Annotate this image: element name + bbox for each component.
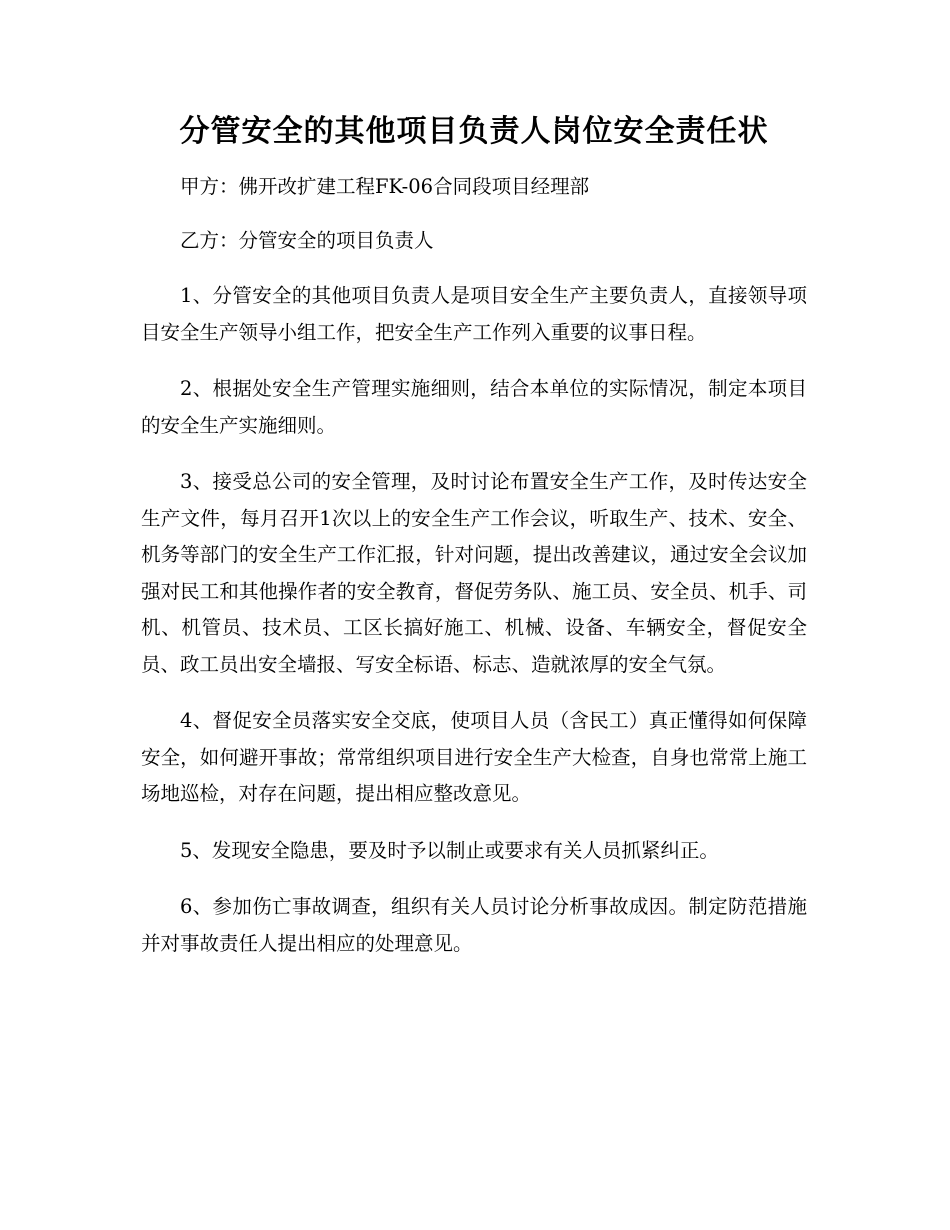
party-b-line: 乙方：分管安全的项目负责人 <box>180 229 434 252</box>
clause-6: 6、参加伤亡事故调查，组织有关人员讨论分析事故成因。制定防范措施并对事故责任人提出相应的处理意见。 <box>141 895 807 955</box>
clause-1: 1、分管安全的其他项目负责人是项目安全生产主要负责人，直接领导项目安全生产领导小组工作，把安全生产工作列入重要的议事日程。 <box>141 284 807 344</box>
clause-3: 3、接受总公司的安全管理，及时讨论布置安全生产工作，及时传达安全生产文件，每月召开1次以上的安全生产工作会议，听取生产、技术、安全、机务等部门的安全生产工作汇报，针对问题，提出改善建议，通过安全会议加强对民工和其他操作者的安全教育，督促劳务队、施工员、安全员、机手、司机、机管员、技术员、工区长搞好施工、机械、设备、车辆安全，督促安全员、政工员出安全墙报、写安全标语、标志、造就浓厚的安全气氛。 <box>141 470 807 676</box>
clause-4: 4、督促安全员落实安全交底，使项目人员（含民工）真正懂得如何保障安全，如何避开事故；常常组织项目进行安全生产大检查，自身也常常上施工场地巡检，对存在问题，提出相应整改意见。 <box>141 709 807 805</box>
clause-2: 2、根据处安全生产管理实施细则，结合本单位的实际情况，制定本项目的安全生产实施细则。 <box>141 377 807 437</box>
document-title: 分管安全的其他项目负责人岗位安全责任状 <box>179 114 769 149</box>
party-a-line: 甲方：佛开改扩建工程FK-06合同段项目经理部 <box>180 175 590 198</box>
clause-5: 5、发现安全隐患，要及时予以制止或要求有关人员抓紧纠正。 <box>180 838 719 862</box>
